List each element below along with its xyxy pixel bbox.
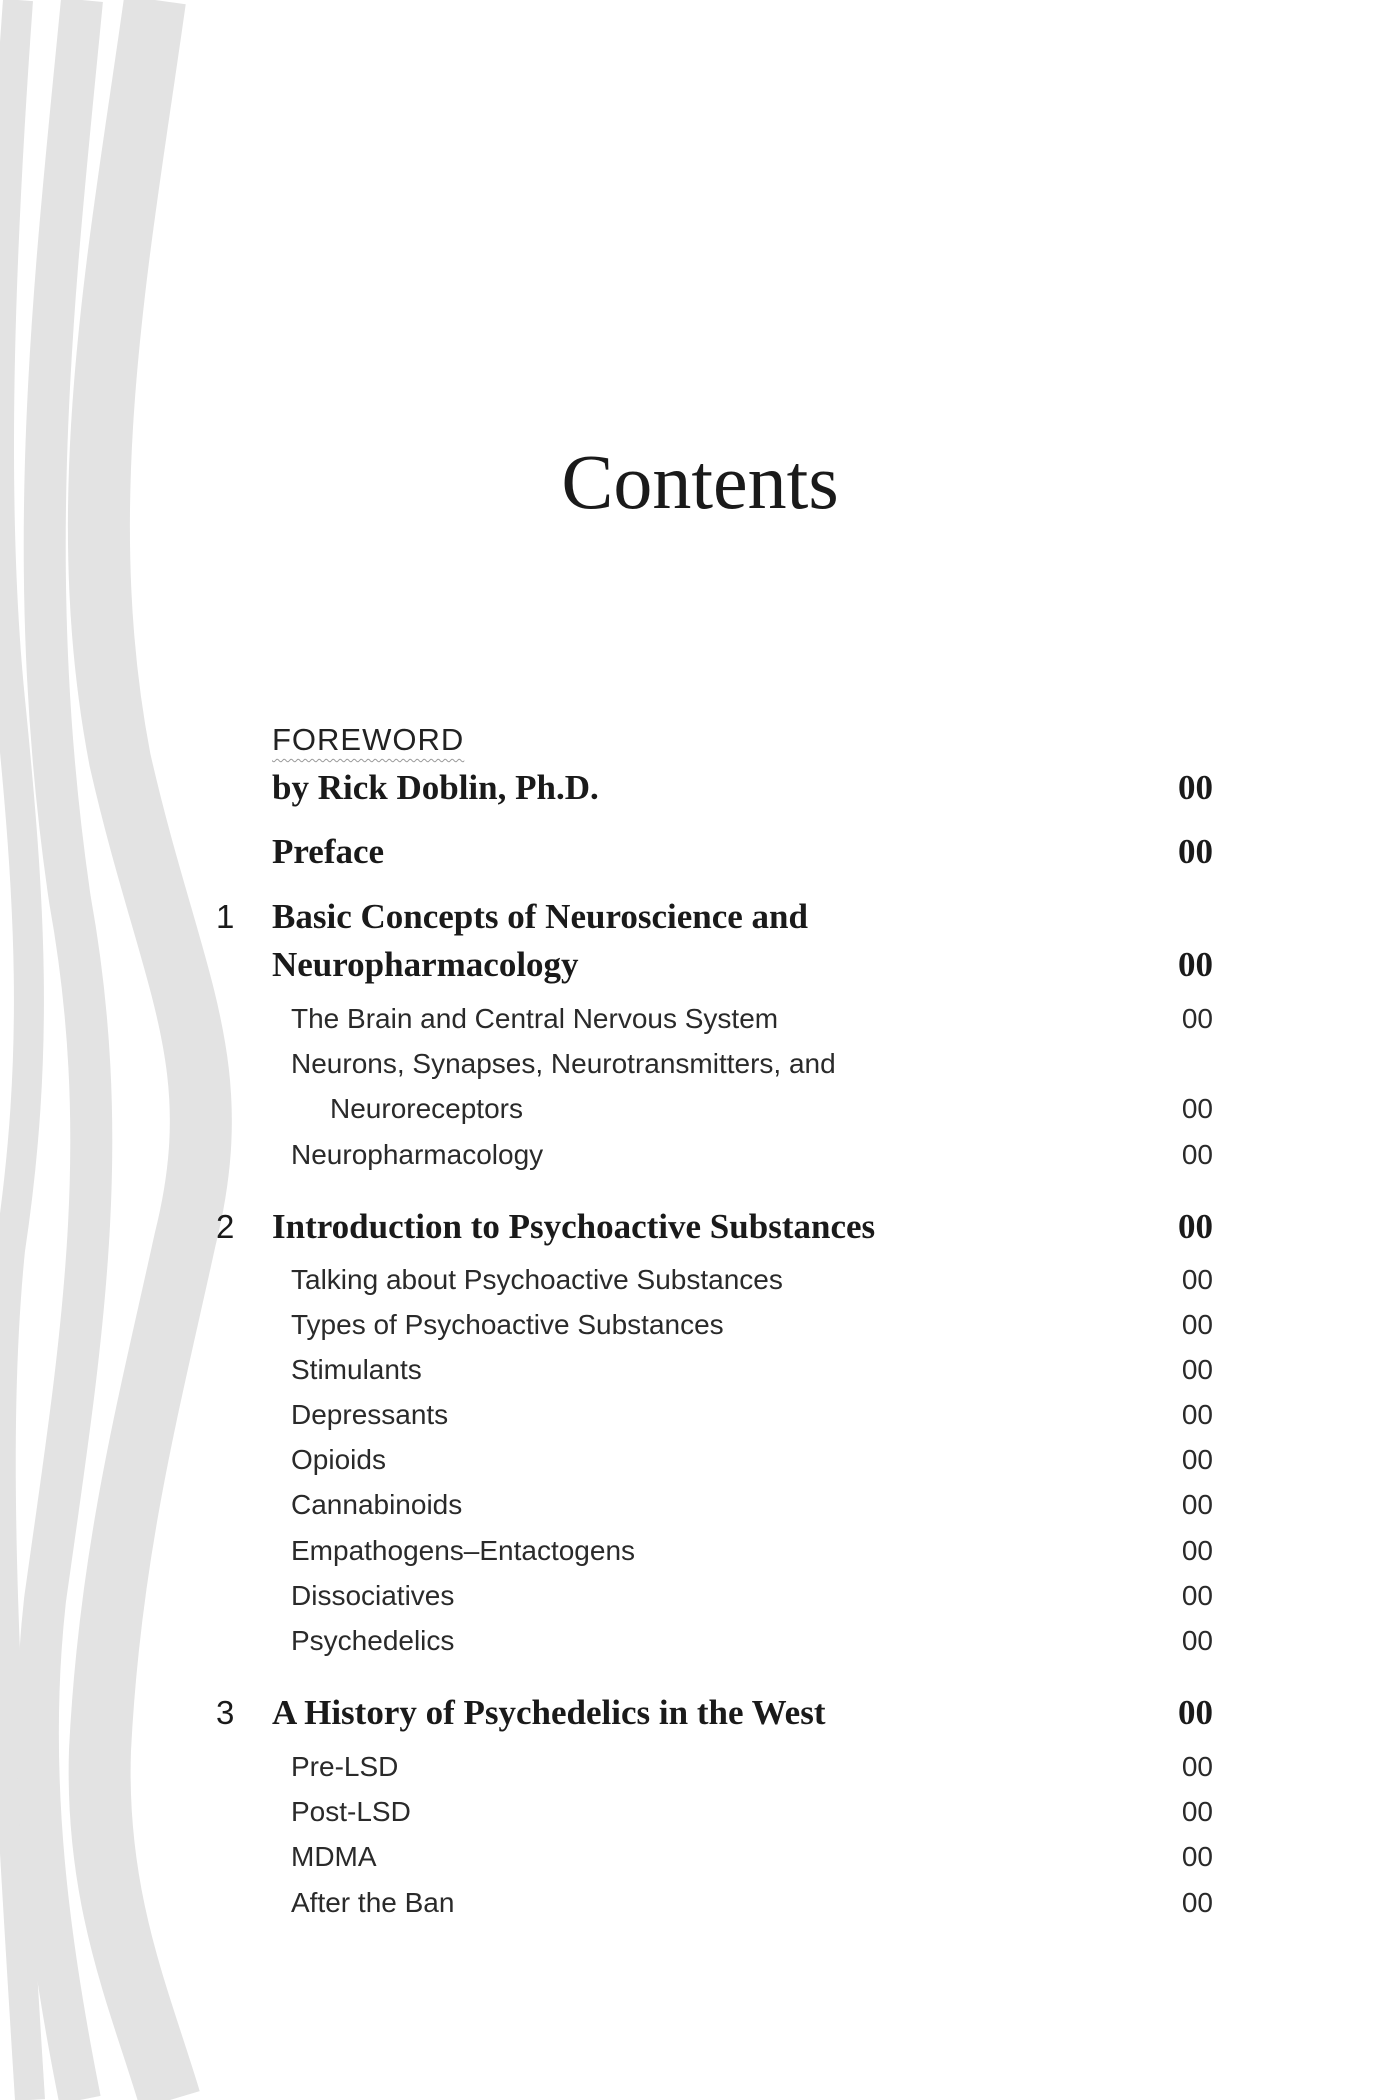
page-number: 00 xyxy=(1181,1489,1213,1520)
toc-chapter-2[interactable] xyxy=(0,1202,1400,1252)
toc-chapter-1-line1[interactable] xyxy=(0,892,1400,942)
page-number: 00 xyxy=(1181,1093,1213,1124)
page-number: 00 xyxy=(1181,1625,1213,1656)
page-number: 00 xyxy=(1181,1887,1213,1918)
toc-section[interactable] xyxy=(0,1571,1400,1621)
toc-entry-foreword[interactable] xyxy=(0,763,1400,813)
toc-chapter-1-line2[interactable] xyxy=(0,940,1400,990)
section-title: Talking about Psychoactive Substances xyxy=(291,1264,783,1295)
toc-section-cont[interactable] xyxy=(0,1084,1400,1134)
chapter-number: 3 xyxy=(216,1694,235,1731)
section-title: Stimulants xyxy=(291,1354,422,1385)
page-number: 00 xyxy=(1181,1354,1213,1385)
page-number: 00 xyxy=(1181,1309,1213,1340)
toc-section[interactable] xyxy=(0,994,1400,1044)
toc-section[interactable] xyxy=(0,1390,1400,1440)
section-title: The Brain and Central Nervous System xyxy=(291,1003,779,1034)
toc-section[interactable] xyxy=(0,1878,1400,1928)
toc-section[interactable] xyxy=(0,1255,1400,1305)
chapter-number: 2 xyxy=(216,1208,235,1245)
page-number: 00 xyxy=(1181,1139,1213,1170)
page-number: 00 xyxy=(1181,1841,1213,1872)
section-title: Psychedelics xyxy=(291,1625,455,1656)
page-number: 00 xyxy=(1181,1580,1213,1611)
chapter-title: A History of Psychedelics in the West xyxy=(272,1693,826,1732)
section-title: Dissociatives xyxy=(291,1580,455,1611)
section-title-cont: Neuroreceptors xyxy=(330,1093,523,1124)
section-title: Opioids xyxy=(291,1444,386,1475)
toc-section[interactable] xyxy=(0,1039,1400,1089)
section-title: Depressants xyxy=(291,1399,449,1430)
section-title: MDMA xyxy=(291,1841,377,1872)
foreword-byline: by Rick Doblin, Ph.D. xyxy=(272,768,599,807)
page-number: 00 xyxy=(1178,1693,1213,1732)
page-number: 00 xyxy=(1181,1264,1213,1295)
section-title: Pre-LSD xyxy=(291,1751,399,1782)
toc-section[interactable] xyxy=(0,1742,1400,1792)
page-number: 00 xyxy=(1178,945,1213,984)
toc-section[interactable] xyxy=(0,1345,1400,1395)
toc-chapter-3[interactable] xyxy=(0,1688,1400,1738)
page-number: 00 xyxy=(1181,1535,1213,1566)
section-title: Neurons, Synapses, Neurotransmitters, and xyxy=(291,1048,836,1079)
page-number: 00 xyxy=(1181,1003,1213,1034)
section-title: Post-LSD xyxy=(291,1796,411,1827)
toc-foreword-label-row xyxy=(0,715,1400,765)
toc-entry-preface[interactable] xyxy=(0,827,1400,877)
section-title: Types of Psychoactive Substances xyxy=(291,1309,724,1340)
page-number: 00 xyxy=(1178,1207,1213,1246)
page-number: 00 xyxy=(1181,1444,1213,1475)
page-title: Contents xyxy=(561,438,839,526)
toc-section[interactable] xyxy=(0,1480,1400,1530)
chapter-title-cont: Neuropharmacology xyxy=(272,945,579,984)
foreword-label: FOREWORD xyxy=(272,722,465,757)
chapter-title: Introduction to Psychoactive Substances xyxy=(272,1207,876,1246)
chapter-number: 1 xyxy=(216,898,235,935)
page-number: 00 xyxy=(1181,1399,1213,1430)
toc-section[interactable] xyxy=(0,1130,1400,1180)
toc-section[interactable] xyxy=(0,1300,1400,1350)
toc-section[interactable] xyxy=(0,1832,1400,1882)
page-number: 00 xyxy=(1178,832,1213,871)
toc-section[interactable] xyxy=(0,1616,1400,1666)
section-title: Empathogens–Entactogens xyxy=(291,1535,636,1566)
page-number: 00 xyxy=(1178,768,1213,807)
section-title: Neuropharmacology xyxy=(291,1139,544,1170)
section-title: After the Ban xyxy=(291,1887,455,1918)
chapter-title: Basic Concepts of Neuroscience and xyxy=(272,897,808,936)
entry-title: Preface xyxy=(272,832,385,871)
toc-section[interactable] xyxy=(0,1435,1400,1485)
toc-section[interactable] xyxy=(0,1526,1400,1576)
toc-section[interactable] xyxy=(0,1787,1400,1837)
page-number: 00 xyxy=(1181,1796,1213,1827)
section-title: Cannabinoids xyxy=(291,1489,463,1520)
page-number: 00 xyxy=(1181,1751,1213,1782)
